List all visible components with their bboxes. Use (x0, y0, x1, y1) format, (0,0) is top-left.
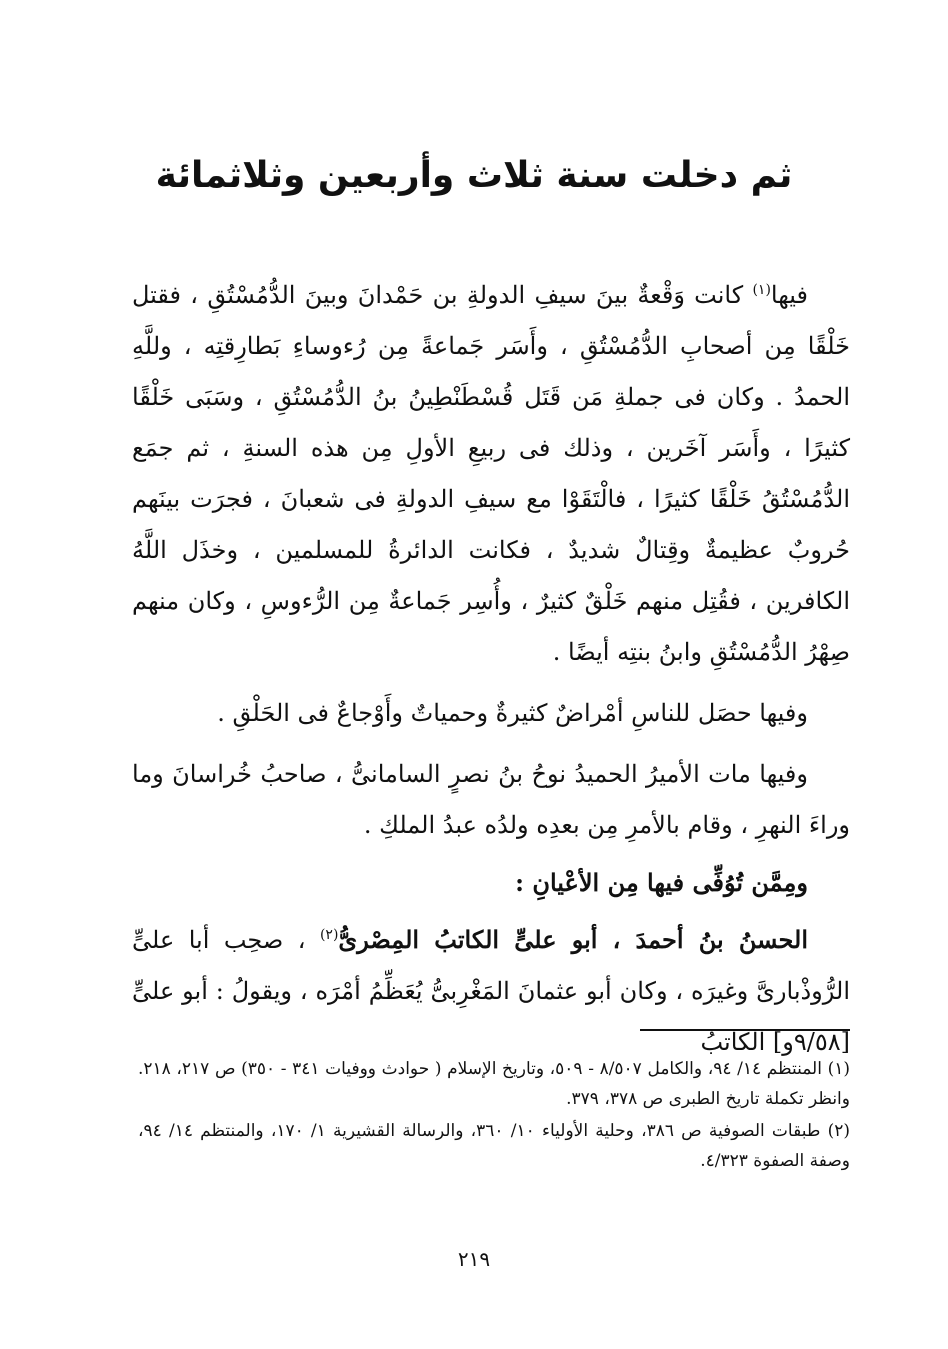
section-heading: ومِمَّن تُوُفِّى فيها مِن الأعْيانِ : (515, 868, 808, 897)
biography-entry (132, 914, 850, 1068)
paragraph-battle (132, 270, 850, 678)
footnote-divider (640, 1029, 850, 1031)
paragraph-death-nuh: وفيها مات الأميرُ الحميدُ نوحُ بنُ نصرٍ السامانىُّ ، صاحبُ خُراسانَ وما وراءَ النهرِ ، وقام بالأمرِ مِن بعدِه ولدُه عبدُ الملكِ . (132, 760, 850, 839)
paragraph-battle-text: كانت وَقْعةٌ بينَ سيفِ الدولةِ بن حَمْدانَ وبينَ الدُّمُسْتُقِ ، فقتل خَلْقًا مِن أصحابِ الدُّمُسْتُقِ ، وأَسَر جَماعةً مِن رُءوساءِ بَطارِقتِه ، وللَّهِ الحمدُ . وكان فى جملةِ مَن قَتَل قُسْطَنْطِينُ بنُ الدُّمُسْتُقِ ، وسَبَى خَلْقًا كثيرًا ، وأَسَر آخَرين ، وذلك فى ربيعِ الأولِ مِن هذه السنةِ ، ثم جمَع الدُّمُسْتُقُ خَلْقًا كثيرًا ، فالْتَقَوْا مع سيفِ الدولةِ فى شعبانَ ، فجرَت بينَهم حُروبٌ عظيمةٌ وقِتالٌ شديدٌ ، فكانت الدائرةُ للمسلمين ، وخذَل اللَّهُ الكافرين ، فقُتِل منهم خَلْقٌ كثيرٌ ، وأُسِر جَماعةٌ مِن الرُّءوسِ ، وكان منهم صِهْرُ الدُّمُسْتُقِ وابنُ بنتِه أيضًا . (132, 281, 850, 666)
footnote-1: (١) المنتظم ١٤/ ٩٤، والكامل ٨/٥٠٧ - ٥٠٩، وتاريخ الإسلام ( حوادث ووفيات ٣٤١ - ٣٥٠) ص ٢١٧، ٢١٨. وانظر تكملة تاريخ الطبرى ص ٣٧٨، ٣٧٩. (138, 1059, 850, 1109)
footnote-ref-1: (١) (752, 282, 771, 298)
biography-name: الحسنُ بنُ أحمدَ ، أبو علىٍّ الكاتبُ المِصْرىُّ (338, 925, 808, 954)
paragraph-illness: وفيها حصَل للناسِ أمْراضٌ كثيرةٌ وحمياتٌ وأَوْجاعٌ فى الحَلْقِ . (217, 699, 808, 727)
footnote-ref-2: (٢) (319, 927, 339, 943)
chapter-title: ثم دخلت سنة ثلاث وأربعين وثلاثمائة (155, 155, 793, 196)
biography-text: ، صحِب أبا علىٍّ الرُّوذْبارىَّ وغيرَه ، وكان أبو عثمانَ المَغْرِبىُّ يُعَظِّمُ أمْرَه ، ويقولُ : أبو علىٍّ [٩/٥٨و] الكاتبُ (132, 926, 850, 1056)
footnotes (138, 1054, 850, 1178)
paragraph-battle-lead: فيها (770, 281, 808, 309)
footnote-2: (٢) طبقات الصوفية ص ٣٨٦، وحلية الأولياء ١٠/ ٣٦٠، والرسالة القشيرية ١/ ١٧٠، والمنتظم ١٤/ ٩٤، وصفة الصفوة ٤/٣٢٣. (138, 1121, 850, 1171)
main-text (132, 270, 850, 1068)
page-number: ٢١٩ (457, 1247, 491, 1271)
